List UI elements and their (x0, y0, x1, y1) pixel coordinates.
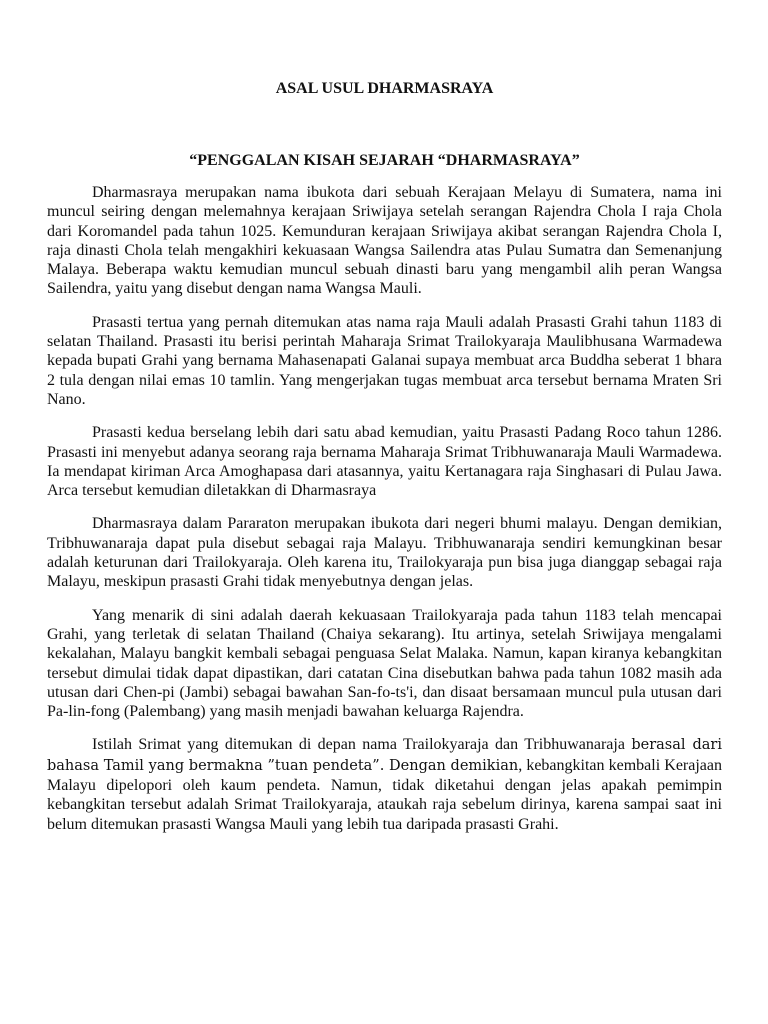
document-body (47, 183, 722, 848)
paragraph-5: Yang menarik di sini adalah daerah kekuasaan Trailokyaraja pada tahun 1183 telah mencapai Grahi, yang terletak di selatan Thailand (Chaiya sekarang). Itu artinya, setelah Sriwijaya mengalami kekalahan, Malayu bangkit kembali sebagai penguasa Selat Malaka. Namun, kapan kiranya kebangkitan tersebut dimulai tidak dapat dipastikan, dari catatan Cina disebutkan bahwa pada tahun 1082 masih ada utusan dari Chen-pi (Jambi) sebagai bawahan San-fo-ts'i, dan disaat bersamaan muncul pula utusan dari Pa-lin-fong (Palembang) yang masih menjadi bawahan keluarga Rajendra. (47, 606, 722, 721)
paragraph-6 (47, 735, 722, 833)
paragraph-4: Dharmasraya dalam Pararaton merupakan ibukota dari negeri bhumi malayu. Dengan demikian, Tribhuwanaraja dapat pula disebut sebagai raja Malayu. Tribhuwanaraja sendiri kemungkinan besar adalah keturunan dari Trailokyaraja. Oleh karena itu, Trailokyaraja pun bisa juga dianggap sebagai raja Malayu, meskipun prasasti Grahi tidak menyebutnya dengan jelas. (47, 515, 722, 591)
document-title: ASAL USUL DHARMASRAYA (275, 80, 494, 97)
paragraph-1: Dharmasraya merupakan nama ibukota dari sebuah Kerajaan Melayu di Sumatera, nama ini muncul seiring dengan melemahnya kerajaan Sriwijaya setelah serangan Rajendra Chola I raja Chola dari Koromandel pada tahun 1025. Kemunduran kerajaan Sriwijaya akibat serangan Rajendra Chola I, raja dinasti Chola telah mengakhiri kekuasaan Wangsa Sailendra atas Pulau Sumatra dan Semenanjung Malaya. Beberapa waktu kemudian muncul sebuah dinasti baru yang mengambil alih peran Wangsa Sailendra, yaitu yang disebut dengan nama Wangsa Mauli. (47, 184, 722, 298)
paragraph-6-part-2: berasal dari bahasa Tamil yang bermakna ”tuan pendeta”. Dengan demikian (47, 737, 722, 774)
paragraph-6-part-3: , kebangkitan kembali Kerajaan Malayu dipelopori oleh kaum pendeta. Namun, tidak diketahui dengan jelas apakah pemimpin kebangkitan tersebut adalah Srimat Trailokyaraja, ataukah raja sebelum dirinya, karena sampai saat ini belum ditemukan prasasti Wangsa Mauli yang lebih tua daripada prasasti Grahi. (47, 756, 723, 833)
paragraph-2: Prasasti tertua yang pernah ditemukan atas nama raja Mauli adalah Prasasti Grahi tahun 1183 di selatan Thailand. Prasasti itu berisi perintah Maharaja Srimat Trailokyaraja Maulibhusana Warmadewa kepada bupati Grahi yang bernama Mahasenapati Galanai supaya membuat arca Buddha seberat 1 bhara 2 tula dengan nilai emas 10 tamlin. Yang mengerjakan tugas membuat arca tersebut bernama Mraten Sri Nano. (47, 313, 722, 408)
document-subtitle: “PENGGALAN KISAH SEJARAH “DHARMASRAYA” (189, 152, 580, 169)
paragraph-6-part-1: Istilah Srimat yang ditemukan di depan nama Trailokyaraja dan Tribhuwanaraja (92, 736, 632, 754)
paragraph-3: Prasasti kedua berselang lebih dari satu abad kemudian, yaitu Prasasti Padang Roco tahun 1286. Prasasti ini menyebut adanya seorang raja bernama Maharaja Srimat Tribhuwanaraja Mauli Warmadewa. Ia mendapat kiriman Arca Amoghapasa dari atasannya, yaitu Kertanagara raja Singhasari di Pulau Jawa. Arca tersebut kemudian diletakkan di Dharmasraya (47, 424, 722, 500)
